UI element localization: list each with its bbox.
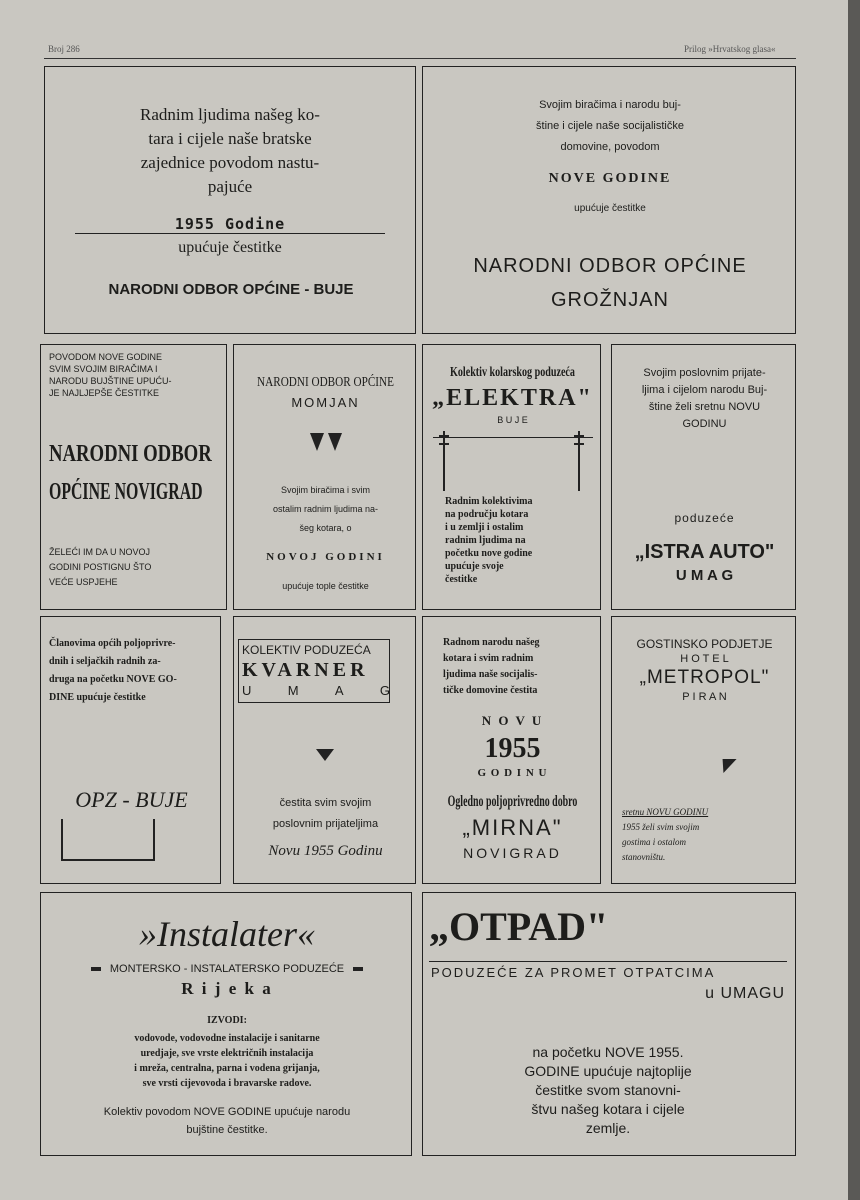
ad-novigrad-wish: VEĆE USPJEHE: [49, 577, 118, 587]
ad-kvarner-city-letter: U: [242, 683, 252, 698]
ad-kvarner-city-letter: G: [379, 683, 390, 698]
ad-kvarner-line: čestita svim svojim: [279, 797, 372, 809]
supplement-title: Prilog »Hrvatskog glasa«: [684, 44, 776, 54]
ad-groznjan-line: domovine, povodom: [560, 141, 660, 153]
ad-buje-line: Radnim ljudima našeg ko-: [140, 105, 320, 124]
ad-opz-line: druga na početku NOVE GO-: [49, 674, 177, 685]
ad-elektra: [422, 344, 601, 610]
ad-buje: [44, 66, 416, 334]
ad-elektra-line: Radnim kolektivima: [445, 496, 533, 507]
header-rule: [44, 58, 796, 59]
ad-istra-sub: poduzeće: [674, 511, 735, 525]
ad-instalater-closing: bujštine čestitke.: [186, 1124, 268, 1136]
ad-groznjan-line: štine i cijele naše socijalističke: [536, 120, 684, 132]
ad-otpad-sub: PODUZEĆE ZA PROMET OTPATCIMA: [431, 965, 716, 980]
ad-istra-line: štine želi sretnu NOVU: [648, 401, 761, 413]
ad-momjan: [233, 344, 416, 610]
bullet-icon: [353, 967, 363, 971]
ad-mirna: [422, 616, 601, 884]
ad-instalater-line: vodovode, vodovodne instalacije i sanitarne: [134, 1033, 320, 1044]
ad-novigrad-line: SVIM SVOJIM BIRAČIMA I: [49, 364, 158, 374]
ad-momjan-city: MOMJAN: [291, 395, 360, 410]
ad-groznjan-sender: NARODNI ODBOR OPĆINE: [473, 255, 747, 277]
ad-istra-name: „ISTRA AUTO": [634, 541, 775, 563]
ad-mirna-nova: N O V U: [481, 713, 544, 728]
ad-mirna-line: ljudima naše socijalis-: [443, 669, 538, 680]
ad-metropol-city: P I R A N: [682, 691, 727, 703]
ad-metropol-hotel: H O T E L: [680, 653, 729, 665]
ad-kvarner-name: KVARNER: [242, 659, 369, 681]
ad-novigrad: [40, 344, 227, 610]
ad-otpad-name: „OTPAD": [429, 904, 609, 949]
ad-kvarner-city-letter: A: [334, 683, 344, 698]
ad-elektra-line: čestitke: [445, 574, 478, 585]
ad-opz-line: Članovima općih poljoprivre-: [49, 638, 176, 649]
ad-elektra-city: B U J E: [497, 415, 528, 425]
ad-metropol-line: stanovništu.: [622, 852, 666, 862]
ad-kvarner-line: poslovnim prijateljima: [272, 818, 379, 830]
ad-metropol: [611, 616, 796, 884]
ad-instalater-line: uredjaje, sve vrste električnih instalacija: [140, 1048, 314, 1059]
ad-otpad-line: na početku NOVE 1955.: [532, 1044, 684, 1060]
ad-instalater-line: sve vrsti cijevovoda i bravarske radove.: [142, 1078, 312, 1089]
ad-momjan-line: šeg kotara, o: [299, 523, 352, 533]
ad-buje-sub: upućuje čestitke: [178, 239, 282, 256]
page-edge-shadow: [848, 0, 860, 1200]
ad-elektra-top: Kolektiv kolarskog poduzeća: [450, 365, 575, 380]
ad-instalater-city: R i j e k a: [181, 979, 273, 998]
ad-otpad-line: štvu našeg kotara i cijele: [531, 1101, 685, 1117]
ad-metropol-ornament: [717, 759, 736, 773]
ad-kvarner-ornament: [316, 749, 334, 761]
ad-instalater: [40, 892, 412, 1156]
ad-otpad-line: zemlje.: [585, 1120, 631, 1136]
ad-novigrad-title: OPĆINE NOVIGRAD: [49, 479, 203, 505]
ad-otpad-city: u UMAGU: [705, 985, 785, 1002]
ad-elektra-line: početku nove godine: [445, 548, 533, 559]
ad-opz-line: dnih i seljačkih radnih za-: [49, 656, 161, 667]
ad-istra-city: U M A G: [675, 567, 734, 584]
ad-otpad-rule: [429, 961, 787, 962]
ad-kvarner-city-letter: M: [287, 683, 299, 698]
ad-groznjan-city: GROŽNJAN: [551, 289, 669, 311]
ad-elektra-line: na području kotara: [445, 509, 529, 520]
ad-instalater-type-row: [41, 963, 412, 975]
ad-opz-bracket: [61, 819, 155, 861]
ad-istra-line: ljima i cijelom narodu Buj-: [641, 384, 768, 396]
ad-elektra-wire-graphic: [433, 431, 593, 491]
ad-instalater-line: i mreža, centralna, parna i vodena grijanja,: [134, 1063, 320, 1074]
ad-momjan-sub: upućuje tople čestitke: [282, 581, 369, 591]
ad-momjan-ornament: [310, 433, 344, 453]
ad-novigrad-line: POVODOM NOVE GODINE: [49, 352, 163, 362]
ad-otpad-line: GODINE upućuje najtoplije: [524, 1063, 692, 1079]
ad-kvarner-script: Novu 1955 Godinu: [268, 843, 383, 859]
ad-metropol-line: sretnu NOVU GODINU: [622, 807, 709, 817]
ad-buje-line: tara i cijele naše bratske: [148, 129, 312, 148]
ad-instalater-closing: Kolektiv povodom NOVE GODINE upućuje narodu: [103, 1106, 351, 1118]
ad-momjan-line: ostalim radnim ljudima na-: [272, 504, 379, 514]
ad-novigrad-wish: ŽELEĆI IM DA U NOVOJ: [49, 547, 151, 557]
ad-mirna-farm: Ogledno poljoprivredno dobro: [447, 793, 578, 810]
ad-novigrad-line: NARODU BUJŠTINE UPUĆU-: [49, 376, 172, 386]
ad-kvarner-top: KOLEKTIV PODUZEĆA: [242, 643, 371, 657]
ad-mirna-name: „MIRNA": [462, 815, 563, 840]
ad-elektra-line: i u zemlji i ostalim: [445, 522, 524, 533]
ad-istra-line: Svojim poslovnim prijate-: [643, 367, 766, 379]
ad-mirna-line: Radnom narodu našeg: [443, 637, 540, 648]
ad-instalater-izvodi: IZVODI:: [207, 1015, 247, 1026]
ad-momjan-highlight: NOVOJ GODINI: [266, 551, 385, 563]
ad-groznjan-highlight: NOVE GODINE: [548, 171, 672, 186]
ad-momjan-title: NARODNI ODBOR OPĆINE: [257, 375, 394, 390]
ad-buje-line: zajednice povodom nastu-: [140, 153, 320, 172]
ad-otpad-line: čestitke svom stanovni-: [535, 1082, 681, 1098]
ad-groznjan-line: Svojim biračima i narodu buj-: [539, 99, 681, 111]
ad-groznjan: [422, 66, 796, 334]
ad-opz-name: OPZ - BUJE: [75, 787, 188, 812]
ad-elektra-line: radnim ljudima na: [445, 535, 526, 546]
ad-novigrad-line: JE NAJLJEPŠE ČESTITKE: [49, 388, 160, 398]
ad-metropol-top: GOSTINSKO PODJETJE: [636, 637, 773, 651]
bullet-icon: [91, 967, 101, 971]
ad-opz-buje: [40, 616, 221, 884]
ad-mirna-godinu: G O D I N U: [477, 767, 548, 779]
ad-buje-year: 1955 Godine: [174, 215, 286, 233]
ad-buje-line: pajuće: [207, 177, 253, 196]
ad-kvarner: [233, 616, 416, 884]
ad-mirna-city: NOVIGRAD: [463, 845, 562, 861]
ad-novigrad-wish: GODINI POSTIGNU ŠTO: [49, 562, 152, 572]
ad-mirna-line: tičke domovine čestita: [443, 685, 538, 696]
ad-metropol-line: gostima i ostalom: [622, 837, 687, 847]
ad-elektra-line: upućuje svoje: [445, 561, 504, 572]
ad-instalater-type: MONTERSKO - INSTALATERSKO PODUZEĆE: [109, 963, 345, 975]
ad-metropol-line: 1955 želi svim svojim: [622, 822, 700, 832]
ad-mirna-line: kotara i svim radnim: [443, 653, 534, 664]
ad-istra-auto: [611, 344, 796, 610]
ad-opz-line: DINE upućuje čestitke: [49, 692, 146, 703]
ad-novigrad-title: NARODNI ODBOR: [49, 441, 212, 467]
ad-mirna-year: 1955: [484, 733, 541, 764]
ad-elektra-name: „ELEKTRA": [432, 385, 593, 411]
ad-otpad: [422, 892, 796, 1156]
ad-instalater-name: »Instalater«: [139, 914, 315, 954]
ad-buje-sender: NARODNI ODBOR OPĆINE - BUJE: [108, 281, 354, 298]
ad-momjan-line: Svojim biračima i svim: [280, 485, 370, 495]
issue-number: Broj 286: [48, 44, 80, 54]
ad-groznjan-sub: upućuje čestitke: [574, 203, 646, 214]
ad-metropol-name: „METROPOL": [639, 667, 770, 688]
ad-istra-line: GODINU: [682, 418, 727, 430]
